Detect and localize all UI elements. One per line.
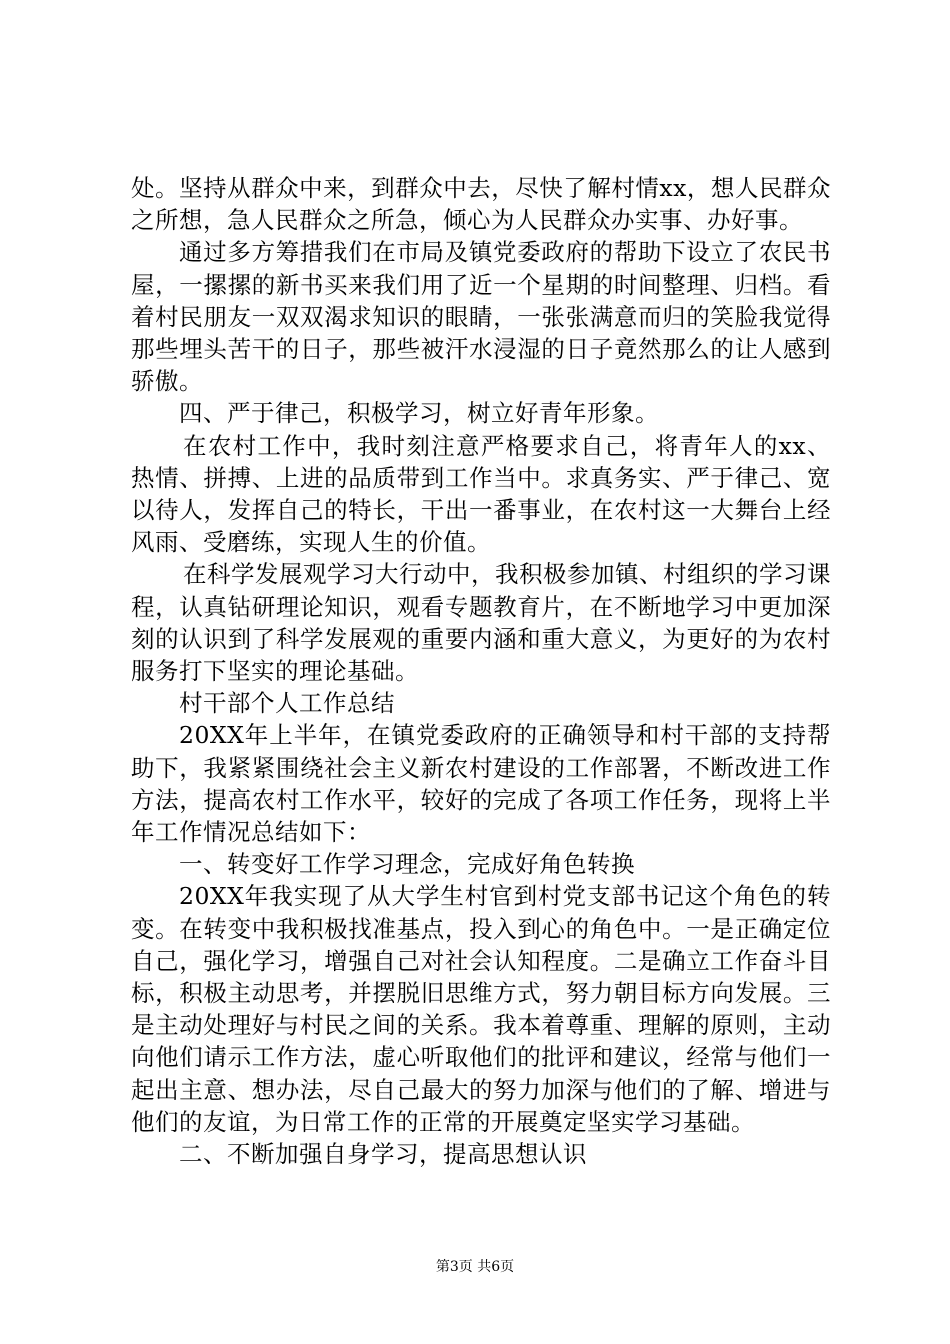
paragraph-1: 处。坚持从群众中来，到群众中去，尽快了解村情xx，想人民群众之所想，急人民群众之所急，倾心为人民群众办实事、办好事。	[131, 174, 831, 235]
section-heading-1: 一、转变好工作学习理念，完成好角色转换	[179, 850, 635, 879]
section-heading-2: 二、不断加强自身学习，提高思想认识	[179, 1140, 587, 1169]
document-body	[131, 172, 831, 1170]
page-number: 第3页 共6页	[435, 1259, 515, 1275]
paragraph-6: 20XX年我实现了从大学生村官到村党支部书记这个角色的转变。在转变中我积极找准基点，投入到心的角色中。一是正确定位自己，强化学习，增强自己对社会认知程度。二是确立工作奋斗目标，积极主动思考，并摆脱旧思维方式，努力朝目标方向发展。三是主动处理好与村民之间的关系。我本着尊重、理解的原则，主动向他们请示工作方法，虚心听取他们的批评和建议，经常与他们一起出主意、想办法，尽自己最大的努力加深与他们的了解、增进与他们的友谊，为日常工作的正常的开展奠定坚实学习基础。	[131, 882, 831, 1136]
paragraph-3: 在农村工作中，我时刻注意严格要求自己，将青年人的xx、热情、拼搏、上进的品质带到工作当中。求真务实、严于律己、宽以待人，发挥自己的特长，干出一番事业，在农村这一大舞台上经风雨、受磨练，实现人生的价值。	[131, 431, 831, 557]
paragraph-4: 在科学发展观学习大行动中，我积极参加镇、村组织的学习课程，认真钻研理论知识，观看专题教育片，在不断地学习中更加深刻的认识到了科学发展观的重要内涵和重大意义，为更好的为农村服务打下坚实的理论基础。	[131, 560, 831, 686]
section-heading-4: 四、严于律己，积极学习，树立好青年形象。	[179, 399, 659, 428]
page-footer	[0, 1258, 950, 1276]
document-title: 村干部个人工作总结	[179, 689, 395, 718]
paragraph-5: 20XX年上半年，在镇党委政府的正确领导和村干部的支持帮助下，我紧紧围绕社会主义新农村建设的工作部署，不断改进工作方法，提高农村工作水平，较好的完成了各项工作任务，现将上半年工作情况总结如下：	[131, 721, 831, 847]
paragraph-2: 通过多方筹措我们在市局及镇党委政府的帮助下设立了农民书屋，一摞摞的新书买来我们用了近一个星期的时间整理、归档。看着村民朋友一双双渴求知识的眼睛，一张张满意而归的笑脸我觉得那些埋头苦干的日子，那些被汗水浸湿的日子竟然那么的让人感到骄傲。	[131, 238, 831, 396]
